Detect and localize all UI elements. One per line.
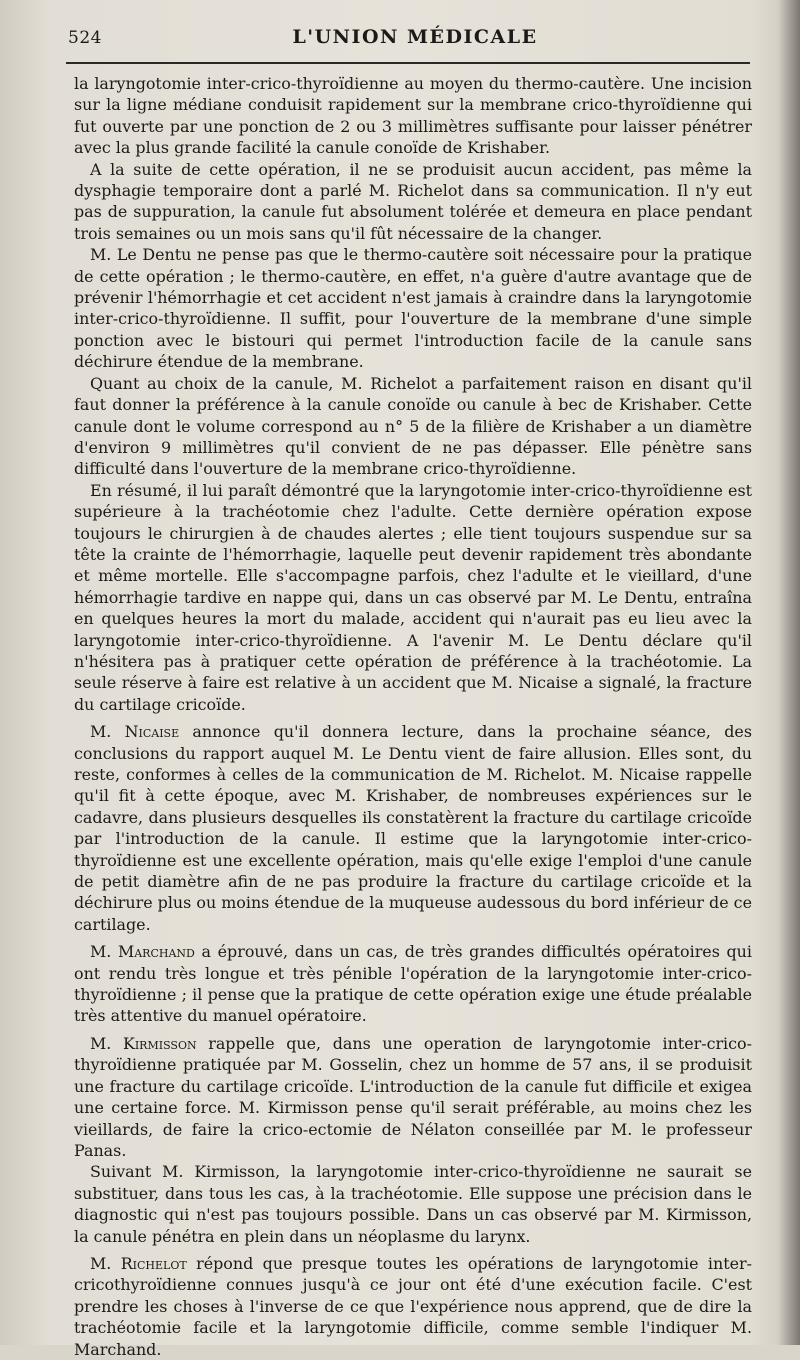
paragraph: En résumé, il lui paraît démontré que la laryngotomie inter-crico-thyroïdienne est supérieure à la trachéotomie chez l'adulte. Cette dernière opération expose toujours le chirurgien à de chaudes alertes ; elle tient toujours suspendue sur sa tête la crainte de l'hémorrhagie, laquelle peut devenir rapidement très abondante et même mortelle. Elle s'accompagne parfois, chez l'adulte et le vieillard, d'une hémorrhagie tardive en nappe qui, dans un cas observé par M. Le Dentu, entraîna en quelques heures la mort du malade, accident qui n'aurait pas eu lieu avec la laryngotomie inter-crico-thyroïdienne. A l'avenir M. Le Dentu déclare qu'il n'hésitera pas à pratiquer cette opération de préférence à la trachéotomie. La seule réserve à faire est relative à un accident que M. Nicaise a signalé, la fracture du cartilage cricoïde. — [74, 480, 752, 714]
paragraph: M. Marchand a éprouvé, dans un cas, de très grandes difficultés opératoires qui ont rendu très longue et très pénible l'opération de la laryngotomie inter-crico-thyroïdienne ; il pense que la pratique de cette opération exige une étude préalable très attentive du manuel opératoire. — [74, 942, 752, 1026]
paragraph: Suivant M. Kirmisson, la laryngotomie inter-crico-thyroïdienne ne saurait se substituer, dans tous les cas, à la trachéotomie. Elle suppose une précision dans le diagnostic qui n'est pas toujours possible. Dans un cas observé par M. Kirmisson, la canule pénétra en plein dans un néoplasme du larynx. — [74, 1162, 752, 1246]
paragraph: M. Richelot répond que presque toutes les opérations de laryngotomie inter-cricothyroïdienne connues jusqu'à ce jour ont été d'une exécution facile. C'est prendre les choses à l'inverse de ce que l'expérience nous apprend, que de dire la trachéotomie facile et la laryngotomie difficile, comme semble l'indiquer M. Marchand. — [74, 1253, 752, 1359]
speaker-name: M. Richelot — [90, 1253, 187, 1273]
paragraph: M. Le Dentu ne pense pas que le thermo-cautère soit nécessaire pour la pratique de cette opération ; le thermo-cautère, en effet, n'a guère d'autre avantage que de prévenir l'hémorrhagie et cet accident n'est jamais à craindre dans la laryngotomie inter-crico-thyroïdienne. Il suffit, pour l'ouverture de la membrane d'une simple ponction avec le bistouri qui permet l'introduction facile de la canule sans déchirure étendue de la membrane. — [74, 245, 752, 372]
speaker-name: M. Marchand — [90, 942, 195, 962]
page-header — [66, 24, 764, 58]
paragraph: la laryngotomie inter-crico-thyroïdienne au moyen du thermo-cautère. Une incision sur la ligne médiane conduisit rapidement sur la membrane crico-thyroïdienne qui fut ouverte par une ponction de 2 ou 3 millimètres suffisante pour laisser pénétrer avec la plus grande facilité la canule conoïde de Krishaber. — [74, 74, 752, 158]
speaker-name: M. Kirmisson — [90, 1033, 197, 1053]
paragraph: Quant au choix de la canule, M. Richelot a parfaitement raison en disant qu'il faut donner la préférence à la canule conoïde ou canule à bec de Krishaber. Cette canule dont le volume correspond au n° 5 de la filière de Krishaber a un diamètre d'environ 9 millimètres qu'il convient de ne pas dépasser. Elle pénètre sans difficulté dans l'ouverture de la membrane crico-thyroïdienne. — [74, 373, 752, 479]
running-title: L'UNION MÉDICALE — [292, 26, 538, 48]
header-rule — [66, 62, 750, 64]
speaker-name: M. Nicaise — [90, 722, 180, 742]
paragraph: M. Nicaise annonce qu'il donnera lecture, dans la prochaine séance, des conclusions du rapport auquel M. Le Dentu vient de faire allusion. Elles sont, du reste, conformes à celles de la communication de M. Richelot. M. Nicaise rappelle qu'il fit à cette époque, avec M. Krishaber, de nombreuses expériences sur le cadavre, dans plusieurs desquelles ils constatèrent la fracture du cartilage cricoïde par l'introduction de la canule. Il estime que la laryngotomie inter-crico-thyroïdienne est une excellente opération, mais qu'elle exige l'emploi d'une canule de petit diamètre afin de ne pas produire la fracture du cartilage cricoïde et la déchirure plus ou moins étendue de la muqueuse audessous du bord inférieur de ce cartilage. — [74, 722, 752, 934]
page-edge-shadow — [778, 0, 800, 1345]
body-text — [74, 73, 752, 1360]
page-number: 524 — [68, 28, 102, 48]
paragraph: A la suite de cette opération, il ne se produisit aucun accident, pas même la dysphagie temporaire dont a parlé M. Richelot dans sa communication. Il n'y eut pas de suppuration, la canule fut absolument tolérée et demeura en place pendant trois semaines ou un mois sans qu'il fût nécessaire de la changer. — [74, 159, 752, 243]
paragraph: M. Kirmisson rappelle que, dans une operation de laryngotomie inter-crico-thyroïdienne pratiquée par M. Gosselin, chez un homme de 57 ans, il se produisit une fracture du cartilage cricoïde. L'introduction de la canule fut difficile et exigea une certaine force. M. Kirmisson pense qu'il serait préférable, au moins chez les vieillards, de faire la crico-ectomie de Nélaton conseillée par M. le professeur Panas. — [74, 1033, 752, 1160]
